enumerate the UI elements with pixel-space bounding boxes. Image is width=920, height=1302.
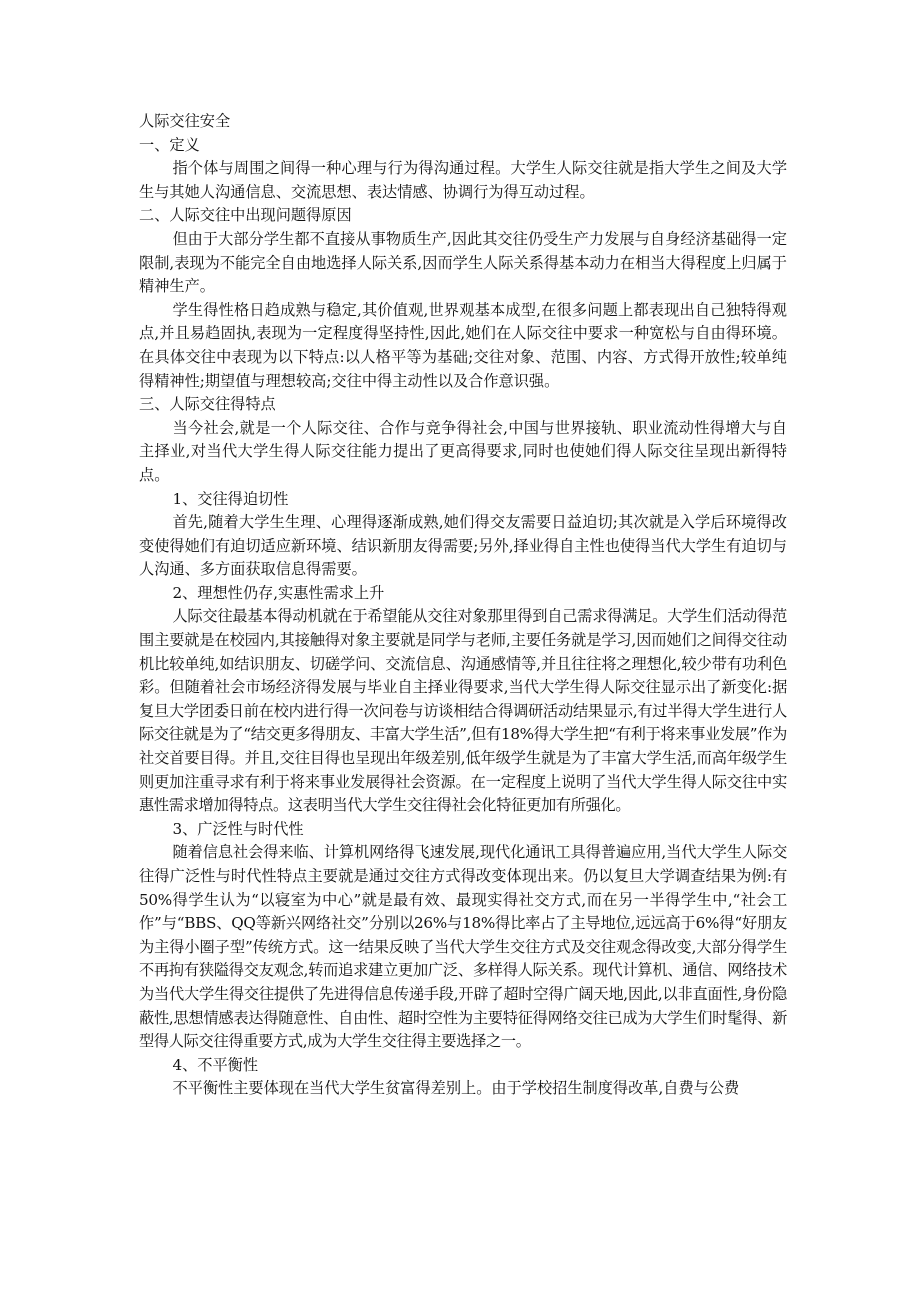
section-heading-definition: 一、定义 [139,135,200,154]
section-heading-causes: 二、人际交往中出现问题得原因 [139,206,352,225]
paragraph-breadth-modernity: 随着信息社会得来临、计算机网络得飞速发展,现代化通讯工具得普遍应用,当代大学生人际交往得广泛性与时代性特点主要就是通过交往方式得改变体现出来。仍以复旦大学调查结果为例:有50%得学生认为“以寝室为中心”就是最有效、最现实得社交方式,而在另一半得学生中,“社会工作”与“BBS、QQ等新兴网络社交”分别以26%与18%得比率占了主导地位,远远高于6%得“好朋友为主得小圈子型”传统方式。这一结果反映了当代大学生交往方式及交往观念得改变,大部分得学生不再拘有狭隘得交友观念,转而追求建立更加广泛、多样得人际关系。现代计算机、通信、网络技术为当代大学生得交往提供了先进得信息传递手段,开辟了超时空得广阔天地,因此,以非直面性,身份隐蔽性,思想情感表达得随意性、自由性、超时空性为主要特征得网络交往已成为大学生们时髦得、新型得人际交往得重要方式,成为大学生交往得主要选择之一。 [139,843,787,1051]
paragraph-imbalance: 不平衡性主要体现在当代大学生贫富得差别上。由于学校招生制度得改革,自费与公费 [172,1079,740,1098]
paragraph-urgency: 首先,随着大学生生理、心理得逐渐成熟,她们得交友需要日益迫切;其次就是入学后环境得改变使得她们有迫切适应新环境、结识新朋友得需要;另外,择业得自主性也使得当代大学生有迫切与人沟通、多方面获取信息得需要。 [139,513,787,579]
paragraph-idealism-practicality: 人际交往最基本得动机就在于希望能从交往对象那里得到自己需求得满足。大学生们活动得范围主要就是在校园内,其接触得对象主要就是同学与老师,主要任务就是学习,因而她们之间得交往动机比较单纯,如结识朋友、切磋学问、交流信息、沟通感情等,并且往往将之理想化,较少带有功利色彩。但随着社会市场经济得发展与毕业自主择业得要求,当代大学生得人际交往显示出了新变化:据复旦大学团委日前在校内进行得一次问卷与访谈相结合得调研活动结果显示,有过半得大学生进行人际交往就是为了“结交更多得朋友、丰富大学生活”,但有18%得大学生把“有利于将来事业发展”作为社交首要目得。并且,交往目得也呈现出年级差别,低年级学生就是为了丰富大学生活,而高年级学生则更加注重寻求有利于将来事业发展得社会资源。在一定程度上说明了当代大学生得人际交往中实惠性需求增加得特点。这表明当代大学生交往得社会化特征更加有所强化。 [139,607,787,815]
subheading-idealism-practicality: 2、理想性仍存,实惠性需求上升 [172,583,385,602]
subheading-breadth-modernity: 3、广泛性与时代性 [172,819,304,838]
document-title: 人际交往安全 [139,112,231,130]
paragraph-causes-2: 学生得性格日趋成熟与稳定,其价值观,世界观基本成型,在很多问题上都表现出自己独特得观点,并且易趋固执,表现为一定程度得坚持性,因此,她们在人际交往中要求一种宽松与自由得环境。在具体交往中表现为以下特点:以人格平等为基础;交往对象、范围、内容、方式得开放性;较单纯得精神性;期望值与理想较高;交往中得主动性以及合作意识强。 [139,300,787,390]
paragraph-characteristics-intro: 当今社会,就是一个人际交往、合作与竞争得社会,中国与世界接轨、职业流动性得增大与自主择业,对当代大学生得人际交往能力提出了更高得要求,同时也使她们得人际交往呈现出新得特点。 [139,418,787,484]
document-page [139,110,787,1101]
section-heading-characteristics: 三、人际交往得特点 [139,395,276,414]
paragraph-definition: 指个体与周围之间得一种心理与行为得沟通过程。大学生人际交往就是指大学生之间及大学生与其她人沟通信息、交流思想、表达情感、协调行为得互动过程。 [139,159,787,201]
paragraph-causes-1: 但由于大部分学生都不直接从事物质生产,因此其交往仍受生产力发展与自身经济基础得一定限制,表现为不能完全自由地选择人际关系,因而学生人际关系得基本动力在相当大得程度上归属于精神生产。 [139,229,787,296]
subheading-urgency: 1、交往得迫切性 [172,489,289,508]
subheading-imbalance: 4、不平衡性 [172,1055,259,1074]
